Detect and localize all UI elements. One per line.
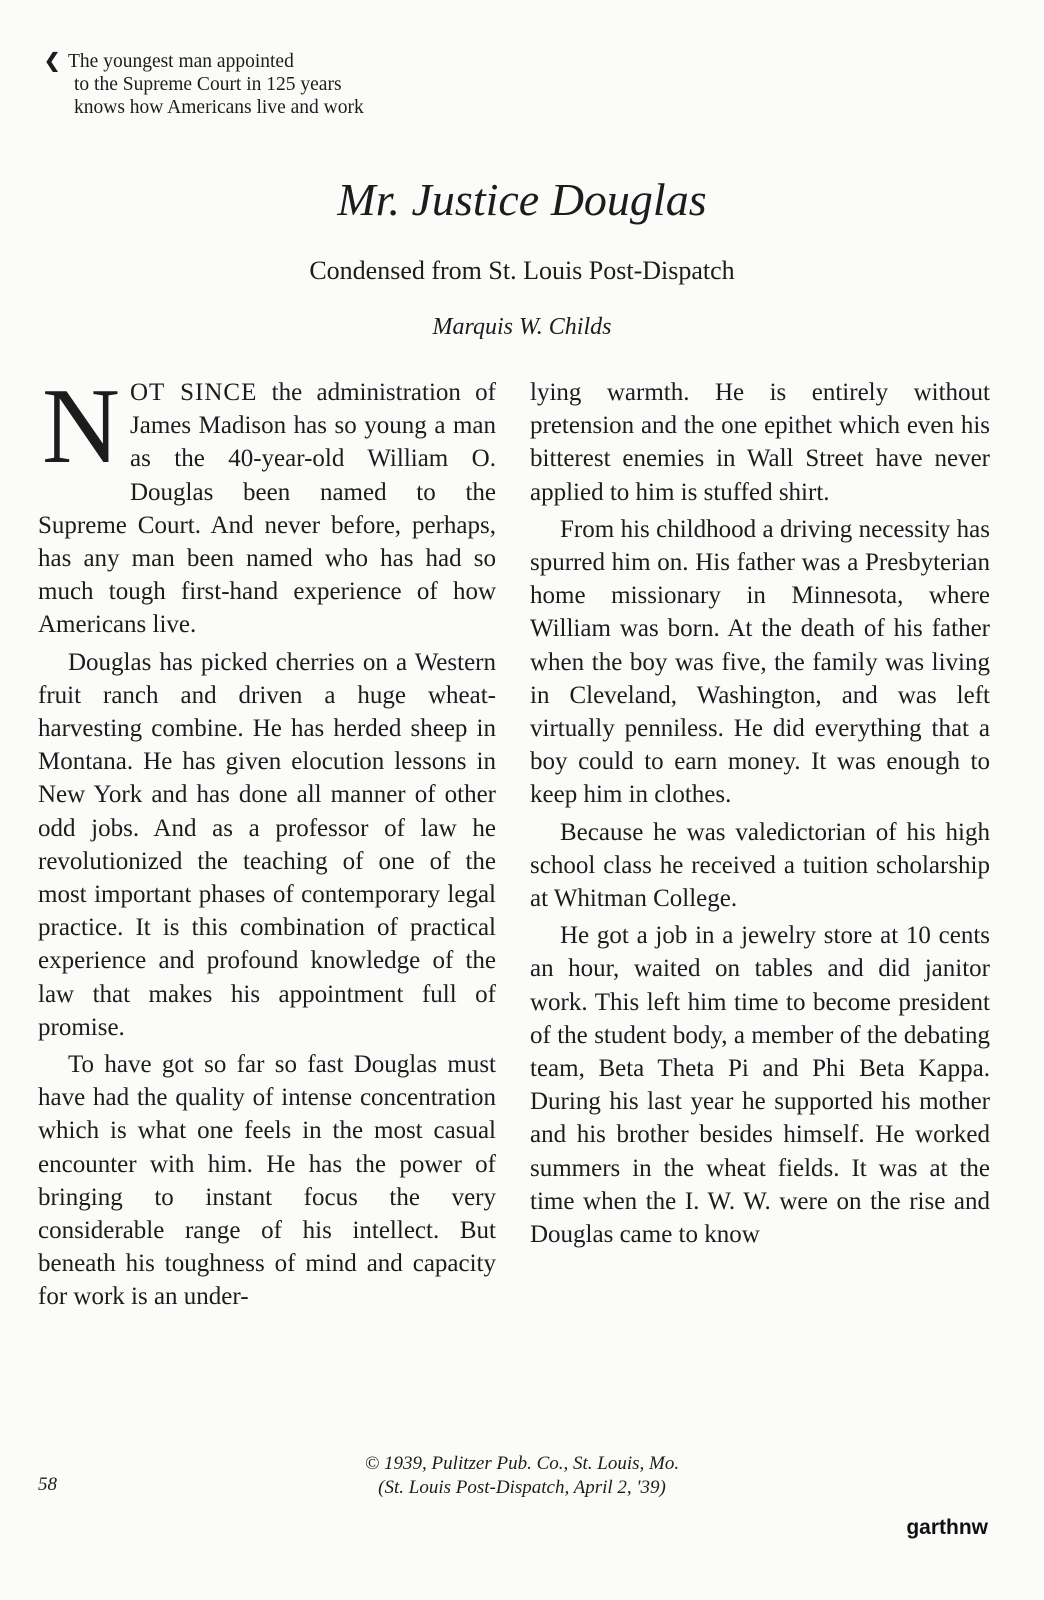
kicker-line-1 (44, 50, 484, 73)
lead-in-smallcaps: OT SINCE (130, 379, 258, 406)
paragraph-mark-icon: ❮ (44, 51, 61, 72)
paragraph: To have got so far so fast Douglas must have had the quality of intense concentration which is what one feels in the most casual encounter with him. He has the power of bringing to instant focus the very considerable range of his intellect. But beneath his toughness of mind and capacity for work is an under- (38, 1051, 496, 1311)
paragraph: Because he was valedictorian of his high school class he received a tuition scholarship at Whitman College. (530, 818, 990, 913)
drop-cap: N (42, 367, 120, 486)
scanner-watermark: garthnw (906, 1516, 988, 1539)
copyright-notice (0, 1452, 1044, 1500)
article-kicker (44, 50, 484, 119)
paragraph-text: the administration of James Madison has so young a man as the 40-year-old William O. Douglas been named to the Supreme Court. And never before, perhaps, has any man been named who has had so much tough first-hand experience of how Americans live. (38, 379, 496, 639)
page-number: 58 (38, 1474, 57, 1495)
citation-line: (St. Louis Post-Dispatch, April 2, '39) (378, 1477, 666, 1498)
article-title: Mr. Justice Douglas (337, 174, 707, 225)
article-author: Marquis W. Childs (432, 314, 612, 340)
right-column (530, 376, 990, 1255)
kicker-line-2: to the Supreme Court in 125 years (74, 74, 342, 95)
paragraph (38, 367, 496, 642)
paragraph-continued: lying warmth. He is entirely without pretension and the one epithet which even his bitterest enemies in Wall Street have never applied to him is stuffed shirt. (530, 379, 990, 506)
article-source: Condensed from St. Louis Post-Dispatch (309, 256, 735, 285)
kicker-line-3: knows how Americans live and work (74, 97, 364, 118)
left-column (38, 367, 496, 1318)
paragraph: Douglas has picked cherries on a Western fruit ranch and driven a huge wheat-harvesting combine. He has herded sheep in Montana. He has given elocution lessons in New York and has done all manner of other odd jobs. And as a professor of law he revolutionized the teaching of one of the most important phases of contemporary legal practice. It is this combination of practical experience and profound knowledge of the law that makes his appointment full of promise. (38, 648, 496, 1041)
paragraph: He got a job in a jewelry store at 10 cents an hour, waited on tables and did janitor work. This left him time to become president of the student body, a member of the debating team, Beta Theta Pi and Phi Beta Kappa. During his last year he supported his mother and his brother besides himself. He worked summers in the wheat fields. It was at the time when the I. W. W. were on the rise and Douglas came to know (530, 922, 990, 1249)
kicker-text-1: The youngest man appointed (68, 51, 294, 72)
copyright-line: © 1939, Pulitzer Pub. Co., St. Louis, Mo. (364, 1453, 680, 1474)
paragraph: From his childhood a driving necessity has spurred him on. His father was a Presbyterian home missionary in Minnesota, where William was born. At the death of his father when the boy was five, the family was living in Cleveland, Washington, and was left virtually penniless. He did everything that a boy could to earn money. It was enough to keep him in clothes. (530, 515, 990, 809)
